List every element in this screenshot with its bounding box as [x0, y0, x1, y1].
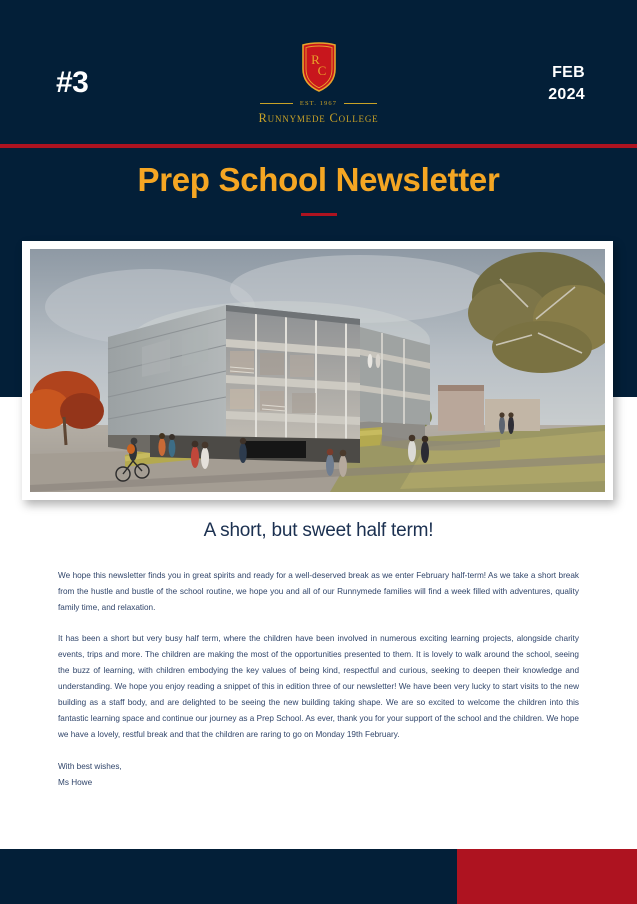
hero-photo-frame	[22, 241, 613, 500]
established-row	[229, 100, 409, 107]
shield-icon	[301, 42, 337, 92]
newsletter-header	[0, 0, 637, 145]
college-name: Runnymede College	[258, 111, 379, 125]
article-heading: A short, but sweet half term!	[203, 520, 434, 541]
issue-number: #3	[56, 66, 89, 99]
monogram-r: R	[310, 52, 320, 67]
established-text: EST. 1967	[299, 100, 338, 107]
monogram-c: C	[317, 63, 326, 78]
article-body	[58, 542, 579, 791]
est-rule-left	[260, 103, 293, 104]
signoff-closing: With best wishes,	[58, 761, 122, 771]
header-divider-rule	[0, 144, 637, 148]
issue-date	[548, 62, 585, 105]
school-logo	[229, 42, 409, 126]
figure-solo	[239, 438, 247, 463]
title-underline-rule	[301, 213, 337, 216]
shield-crest-icon	[229, 42, 409, 98]
article-paragraph: It has been a short but very busy half term, where the children have been involved in numerous exciting learning projects, alongside charity events, trips and more. The children are making the most of the opportunities presented to them. It is lovely to walk around the school, seeing the buzz of learning, with children embodying the key values of being kind, respectful and curious, seeking to deepen their knowledge and understanding. We hope you enjoy reading a snippet of this in edition three of our newsletter! We have been very lucky to start visits to the new building as a staff body, and are delighted to be seeing the new building taking shape. We are so excited to welcome the children into this fantastic learning space and continue our journey as a Prep School. As ever, thank you for your support of the school and the children. We hope we have a lovely, restful break and that the children are raring to go on Monday 19th February.	[58, 633, 579, 739]
article-signoff	[58, 759, 579, 791]
article-paragraph: We hope this newsletter finds you in great spirits and ready for a well-deserved break as we enter February half-term! As we take a short break from the hustle and bustle of the school routine, we hope you and all of our Runnymede families will find a week filled with adventures, quality family time, and relaxation.	[58, 571, 579, 612]
hero-photo	[30, 249, 605, 492]
newsletter-title: Prep School Newsletter	[137, 161, 500, 198]
title-section	[0, 162, 637, 216]
footer-red-accent-block	[457, 849, 637, 904]
issue-year: 2024	[548, 85, 585, 103]
newsletter-footer	[0, 849, 637, 904]
article-content	[0, 520, 637, 791]
issue-month: FEB	[552, 64, 585, 81]
est-rule-right	[344, 103, 377, 104]
signoff-name: Ms Howe	[58, 777, 93, 787]
building-render-illustration	[30, 249, 605, 492]
